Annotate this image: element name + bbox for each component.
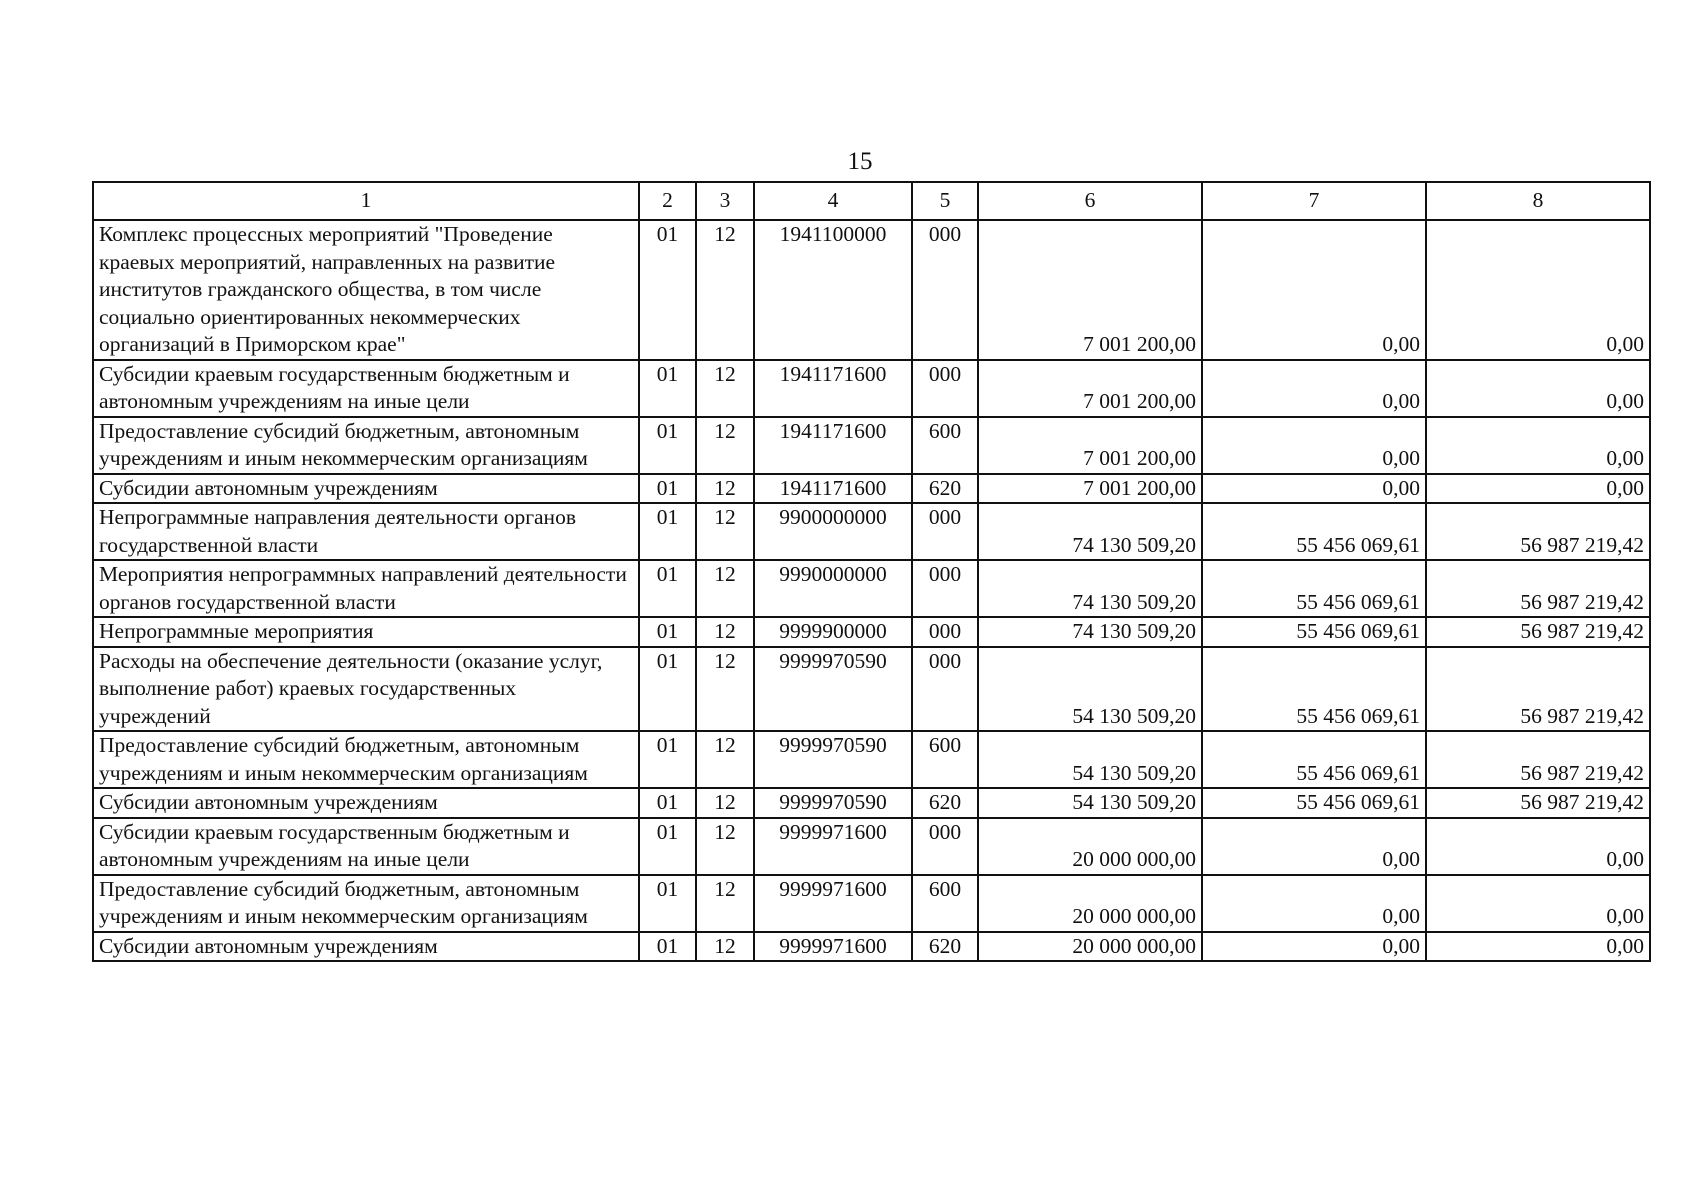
col-header-5: 5 — [912, 182, 978, 220]
row-expense-type-code: 620 — [912, 474, 978, 504]
row-name: Предоставление субсидий бюджетным, автономным учреждениям и иным некоммерческим организациям — [93, 731, 639, 788]
row-amount-col8: 56 987 219,42 — [1426, 560, 1650, 617]
budget-table — [92, 181, 1651, 962]
row-section-code: 01 — [639, 875, 696, 932]
row-subsection-code: 12 — [696, 220, 754, 360]
row-section-code: 01 — [639, 731, 696, 788]
row-amount-col7: 0,00 — [1202, 474, 1426, 504]
row-target-article-code: 9999970590 — [754, 647, 912, 732]
row-amount-col7: 55 456 069,61 — [1202, 731, 1426, 788]
row-expense-type-code: 000 — [912, 360, 978, 417]
row-expense-type-code: 600 — [912, 875, 978, 932]
row-amount-col8: 56 987 219,42 — [1426, 647, 1650, 732]
row-section-code: 01 — [639, 617, 696, 647]
table-row — [93, 875, 1650, 932]
col-header-8: 8 — [1426, 182, 1650, 220]
row-section-code: 01 — [639, 560, 696, 617]
row-amount-col6: 7 001 200,00 — [978, 417, 1202, 474]
row-section-code: 01 — [639, 932, 696, 962]
row-amount-col6: 54 130 509,20 — [978, 788, 1202, 818]
row-name: Непрограммные мероприятия — [93, 617, 639, 647]
row-target-article-code: 9999971600 — [754, 875, 912, 932]
row-amount-col6: 54 130 509,20 — [978, 731, 1202, 788]
row-amount-col7: 55 456 069,61 — [1202, 617, 1426, 647]
row-target-article-code: 1941171600 — [754, 474, 912, 504]
row-section-code: 01 — [639, 474, 696, 504]
row-name: Предоставление субсидий бюджетным, автономным учреждениям и иным некоммерческим организациям — [93, 875, 639, 932]
table-row — [93, 617, 1650, 647]
row-expense-type-code: 600 — [912, 731, 978, 788]
row-target-article-code: 9990000000 — [754, 560, 912, 617]
row-amount-col6: 7 001 200,00 — [978, 360, 1202, 417]
row-name: Расходы на обеспечение деятельности (оказание услуг, выполнение работ) краевых государственных учреждений — [93, 647, 639, 732]
row-name: Непрограммные направления деятельности органов государственной власти — [93, 503, 639, 560]
row-amount-col7: 0,00 — [1202, 220, 1426, 360]
table-row — [93, 731, 1650, 788]
row-subsection-code: 12 — [696, 788, 754, 818]
row-subsection-code: 12 — [696, 560, 754, 617]
row-amount-col7: 55 456 069,61 — [1202, 647, 1426, 732]
row-amount-col6: 7 001 200,00 — [978, 474, 1202, 504]
row-subsection-code: 12 — [696, 360, 754, 417]
row-name: Субсидии краевым государственным бюджетным и автономным учреждениям на иные цели — [93, 818, 639, 875]
table-row — [93, 220, 1650, 360]
col-header-2: 2 — [639, 182, 696, 220]
col-header-6: 6 — [978, 182, 1202, 220]
row-amount-col8: 0,00 — [1426, 417, 1650, 474]
row-amount-col6: 74 130 509,20 — [978, 617, 1202, 647]
table-row — [93, 788, 1650, 818]
row-amount-col7: 0,00 — [1202, 875, 1426, 932]
row-amount-col6: 20 000 000,00 — [978, 875, 1202, 932]
row-section-code: 01 — [639, 818, 696, 875]
row-section-code: 01 — [639, 503, 696, 560]
row-section-code: 01 — [639, 220, 696, 360]
row-expense-type-code: 000 — [912, 617, 978, 647]
row-section-code: 01 — [639, 360, 696, 417]
page-number: 15 — [847, 148, 873, 175]
row-amount-col6: 74 130 509,20 — [978, 560, 1202, 617]
row-target-article-code: 9999900000 — [754, 617, 912, 647]
row-amount-col8: 0,00 — [1426, 875, 1650, 932]
row-expense-type-code: 000 — [912, 560, 978, 617]
table-body — [93, 220, 1650, 961]
row-name: Предоставление субсидий бюджетным, автономным учреждениям и иным некоммерческим организациям — [93, 417, 639, 474]
row-amount-col7: 0,00 — [1202, 818, 1426, 875]
row-amount-col7: 55 456 069,61 — [1202, 560, 1426, 617]
header-row — [93, 182, 1650, 220]
row-expense-type-code: 000 — [912, 647, 978, 732]
row-expense-type-code: 000 — [912, 220, 978, 360]
row-amount-col8: 56 987 219,42 — [1426, 617, 1650, 647]
row-amount-col8: 0,00 — [1426, 818, 1650, 875]
row-subsection-code: 12 — [696, 417, 754, 474]
row-name: Мероприятия непрограммных направлений деятельности органов государственной власти — [93, 560, 639, 617]
table-row — [93, 647, 1650, 732]
table-row — [93, 932, 1650, 962]
row-expense-type-code: 000 — [912, 503, 978, 560]
row-subsection-code: 12 — [696, 503, 754, 560]
row-target-article-code: 1941171600 — [754, 417, 912, 474]
col-header-7: 7 — [1202, 182, 1426, 220]
col-header-1: 1 — [93, 182, 639, 220]
row-amount-col6: 20 000 000,00 — [978, 932, 1202, 962]
row-target-article-code: 1941100000 — [754, 220, 912, 360]
table-row — [93, 474, 1650, 504]
row-subsection-code: 12 — [696, 731, 754, 788]
row-subsection-code: 12 — [696, 818, 754, 875]
row-amount-col7: 55 456 069,61 — [1202, 503, 1426, 560]
row-target-article-code: 1941171600 — [754, 360, 912, 417]
row-amount-col8: 56 987 219,42 — [1426, 503, 1650, 560]
row-subsection-code: 12 — [696, 932, 754, 962]
table-row — [93, 503, 1650, 560]
table-row — [93, 818, 1650, 875]
row-amount-col6: 74 130 509,20 — [978, 503, 1202, 560]
row-amount-col7: 0,00 — [1202, 932, 1426, 962]
row-amount-col8: 0,00 — [1426, 220, 1650, 360]
row-expense-type-code: 600 — [912, 417, 978, 474]
row-name: Субсидии автономным учреждениям — [93, 474, 639, 504]
row-expense-type-code: 620 — [912, 932, 978, 962]
row-section-code: 01 — [639, 417, 696, 474]
row-target-article-code: 9999970590 — [754, 788, 912, 818]
row-amount-col8: 56 987 219,42 — [1426, 731, 1650, 788]
row-amount-col8: 0,00 — [1426, 474, 1650, 504]
table-row — [93, 417, 1650, 474]
col-header-4: 4 — [754, 182, 912, 220]
row-name: Субсидии автономным учреждениям — [93, 788, 639, 818]
table-row — [93, 360, 1650, 417]
row-section-code: 01 — [639, 788, 696, 818]
row-expense-type-code: 620 — [912, 788, 978, 818]
row-amount-col8: 0,00 — [1426, 932, 1650, 962]
row-amount-col6: 7 001 200,00 — [978, 220, 1202, 360]
row-section-code: 01 — [639, 647, 696, 732]
row-amount-col6: 54 130 509,20 — [978, 647, 1202, 732]
row-expense-type-code: 000 — [912, 818, 978, 875]
row-amount-col8: 0,00 — [1426, 360, 1650, 417]
row-subsection-code: 12 — [696, 617, 754, 647]
row-target-article-code: 9999970590 — [754, 731, 912, 788]
col-header-3: 3 — [696, 182, 754, 220]
row-target-article-code: 9999971600 — [754, 932, 912, 962]
table-row — [93, 560, 1650, 617]
row-amount-col6: 20 000 000,00 — [978, 818, 1202, 875]
row-target-article-code: 9900000000 — [754, 503, 912, 560]
row-name: Субсидии краевым государственным бюджетным и автономным учреждениям на иные цели — [93, 360, 639, 417]
row-amount-col7: 55 456 069,61 — [1202, 788, 1426, 818]
row-name: Субсидии автономным учреждениям — [93, 932, 639, 962]
row-amount-col8: 56 987 219,42 — [1426, 788, 1650, 818]
row-name: Комплекс процессных мероприятий "Проведение краевых мероприятий, направленных на развитие институтов гражданского общества, в том числе социально ориентированных некоммерческих организаций в Приморском крае" — [93, 220, 639, 360]
row-target-article-code: 9999971600 — [754, 818, 912, 875]
row-subsection-code: 12 — [696, 647, 754, 732]
row-subsection-code: 12 — [696, 474, 754, 504]
row-amount-col7: 0,00 — [1202, 360, 1426, 417]
row-subsection-code: 12 — [696, 875, 754, 932]
row-amount-col7: 0,00 — [1202, 417, 1426, 474]
